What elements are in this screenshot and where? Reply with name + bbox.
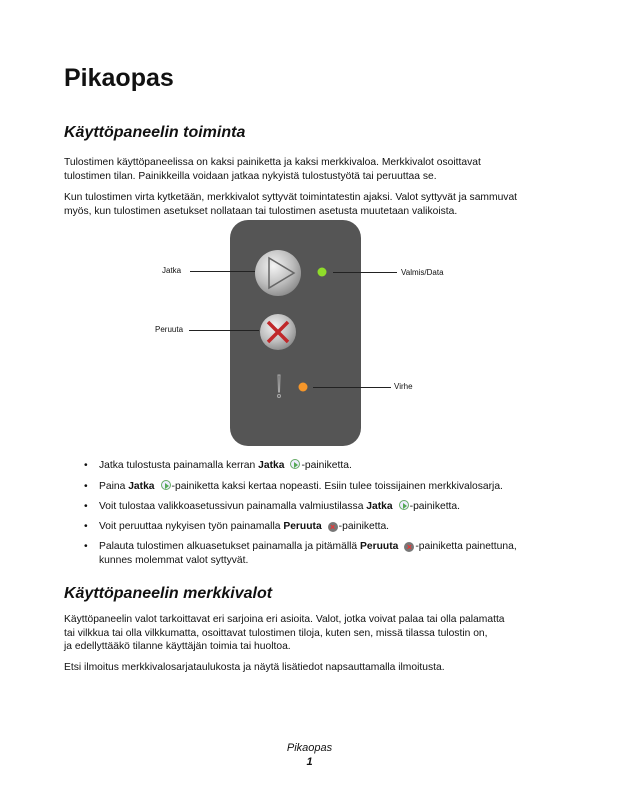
- continue-icon: [399, 500, 409, 510]
- text-line: Kun tulostimen virta kytketään, merkkivalot syttyvät toimintatestin ajaksi. Valot syttyvät ja sammuvat: [64, 192, 518, 203]
- paragraph: [64, 613, 505, 654]
- paragraph: [64, 191, 517, 218]
- section-heading-panel-lights: Käyttöpaneelin merkkivalot: [64, 585, 273, 602]
- label-peruuta: Peruuta: [155, 325, 184, 334]
- label-valmis-data: Valmis/Data: [401, 268, 444, 277]
- cancel-icon: ×: [328, 522, 338, 532]
- page-title: Pikaopas: [64, 64, 174, 92]
- ready-led-icon: [318, 268, 327, 277]
- section-heading-panel-operation: Käyttöpaneelin toiminta: [64, 124, 246, 141]
- text-line: Tulostimen käyttöpaneelissa on kaksi painiketta ja kaksi merkkivaloa. Merkkivalot osoittavat: [64, 157, 481, 168]
- label-virhe: Virhe: [394, 382, 413, 391]
- document-page: Pikaopas Käyttöpaneelin toiminta Tulostimen käyttöpaneelissa on kaksi painiketta ja kaksi merkkivaloa. Merkkivalot osoittavat tulostimen tilan. Painikkeilla voidaan jatkaa nykyistä tulostustyötä tai peruuttaa se. Kun tulostimen virta kytketään, merkkivalot syttyvät toimintatestin ajaksi. Valot syttyvät ja sammuvat myös, kun tulostimen asetukset nollataan tai tulostimen asetusta muutetaan valikoista. Jatka Peruuta Valmis/Data Virhe • Jatka tulostusta painamalla kerran Jatka -painiketta. • Paina Jatka -painiketta kaksi kertaa nopeasti. Esiin tulee toissijainen merkkivalosarja. • Voit tulostaa valikkoasetussivun painamalla valmiustilassa Jatka -painiketta. • Voit peruuttaa nykyisen työn painamalla Peruuta × -painiketta. • Palauta tulostimen alkuasetukset painamalla ja pitämällä Peruuta × -painiketta painettuna, kunnes molemmat valot syttyvät. Käyttöpaneelin merkkivalot Käyttöpaneelin valot tarkoittavat eri sarjoina eri asioita. Valot, jotka voivat palaa tai olla palamatta tai vilkkua tai olla vilkkumatta, osoittavat tulostimen tiloja, kuten sen, missä tilassa tulostin on, ja edellyttääkö tilanne käyttäjän toimia tai huoltoa. Etsi ilmoitus merkkivalosarjataulukosta ja näytä lisätiedot napsauttamalla ilmoitusta. Pikaopas 1: [0, 0, 619, 800]
- error-exclamation-icon: [278, 375, 281, 398]
- paragraph: [64, 156, 481, 183]
- text-line: Etsi ilmoitus merkkivalosarjataulukosta ja näytä lisätiedot napsauttamalla ilmoitusta.: [64, 662, 445, 673]
- continue-icon: [161, 480, 171, 490]
- footer-title: Pikaopas: [286, 742, 333, 754]
- text-line: tulostimen tilan. Painikkeilla voidaan jatkaa nykyistä tulostustyötä tai peruuttaa se.: [64, 170, 437, 182]
- error-led-icon: [299, 383, 308, 392]
- callout-line: [313, 387, 391, 388]
- callout-line: [189, 330, 259, 331]
- cancel-icon: ×: [404, 542, 414, 552]
- text-line: myös, kun tulostimen asetukset nollataan tai tulostimen asetusta muutetaan valikoista.: [64, 205, 458, 217]
- label-jatka: Jatka: [162, 266, 182, 275]
- text-line: ja edellyttääkö tilanne käyttäjän toimia tai huoltoa.: [64, 641, 291, 653]
- text-line: Käyttöpaneelin valot tarkoittavat eri sarjoina eri asioita. Valot, jotka voivat palaa tai olla palamatta: [64, 614, 505, 625]
- callout-line: [333, 272, 397, 273]
- callout-line: [190, 271, 255, 272]
- cancel-button-icon: [260, 314, 296, 350]
- continue-icon: [290, 459, 300, 469]
- page-number: 1: [306, 756, 313, 768]
- text-line: tai vilkkua tai olla vilkkumatta, osoittavat tulostimen tiloja, kuten sen, missä tilassa tulostin on,: [64, 627, 488, 639]
- paragraph: [64, 661, 445, 675]
- continue-button-icon: [255, 250, 301, 296]
- panel-buttons: [230, 220, 361, 446]
